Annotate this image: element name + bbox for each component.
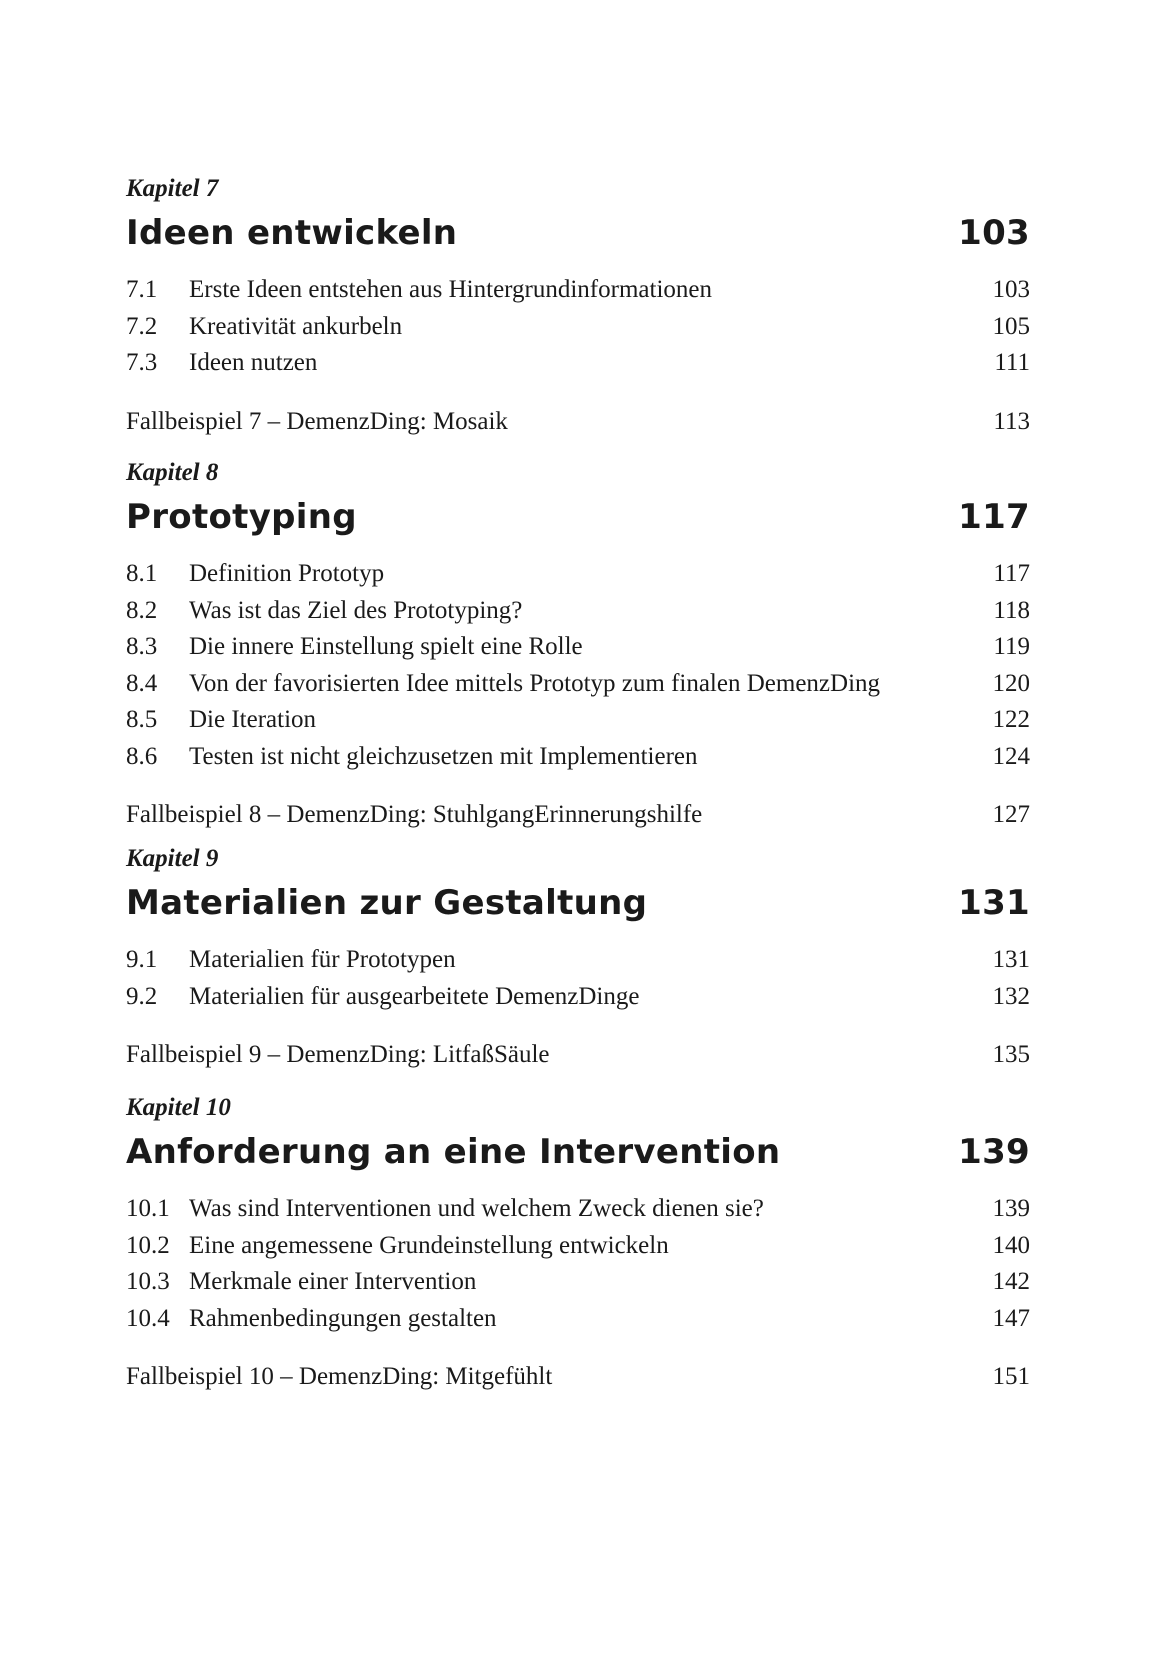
section-list [126, 1191, 1030, 1337]
section-title: Testen ist nicht gleichzusetzen mit Implementieren [189, 742, 698, 770]
chapter-label: Kapitel 8 [126, 459, 219, 486]
case-study-entry [126, 404, 1030, 440]
chapter-title: Materialien zur Gestaltung [126, 883, 648, 923]
chapter-label: Kapitel 9 [126, 845, 219, 872]
section-number: 8.6 [126, 742, 158, 770]
chapter-title: Ideen entwickeln [126, 213, 458, 253]
chapter-heading [126, 1129, 1030, 1175]
section-title: Eine angemessene Grundeinstellung entwickeln [189, 1231, 669, 1259]
section-title: Rahmenbedingungen gestalten [189, 1304, 497, 1332]
section-number: 10.1 [126, 1195, 170, 1222]
section-page: 103 [992, 276, 1030, 303]
section-title: Erste Ideen entstehen aus Hintergrundinformationen [189, 276, 712, 303]
toc-entry [126, 1301, 1030, 1338]
case-study-title: Fallbeispiel 10 – DemenzDing: Mitgefühlt [126, 1363, 553, 1390]
section-page: 142 [992, 1268, 1030, 1295]
section-number: 8.2 [126, 596, 158, 624]
section-number: 10.3 [126, 1268, 170, 1295]
section-page: 105 [992, 312, 1030, 340]
section-title: Ideen nutzen [189, 349, 318, 376]
toc-entry [126, 556, 1030, 593]
case-study-entry [126, 1359, 1030, 1395]
section-number: 7.2 [126, 312, 158, 340]
section-title: Die innere Einstellung spielt eine Rolle [189, 633, 583, 660]
section-page: 131 [992, 946, 1030, 973]
section-page: 117 [993, 560, 1030, 587]
section-page: 119 [993, 633, 1030, 660]
section-number: 10.4 [126, 1304, 170, 1332]
chapter-title: Anforderung an eine Intervention [126, 1132, 781, 1172]
toc-entry [126, 739, 1030, 776]
toc-entry [126, 942, 1030, 979]
chapter-page: 131 [958, 883, 1030, 923]
toc-entry [126, 666, 1030, 703]
chapter-label: Kapitel 7 [126, 175, 219, 202]
toc-entry [126, 629, 1030, 666]
section-title: Merkmale einer Intervention [189, 1268, 477, 1295]
section-number: 7.3 [126, 349, 158, 376]
case-study-title: Fallbeispiel 9 – DemenzDing: LitfaßSäule [126, 1041, 550, 1068]
section-page: 139 [992, 1195, 1030, 1222]
chapter-heading [126, 210, 1030, 256]
section-number: 9.2 [126, 982, 158, 1010]
case-study-page: 151 [992, 1363, 1030, 1390]
section-title: Was ist das Ziel des Prototyping? [189, 596, 523, 624]
section-page: 120 [992, 669, 1030, 697]
chapter-7 [126, 174, 1030, 440]
section-title: Kreativität ankurbeln [189, 312, 403, 340]
toc-entry [126, 1264, 1030, 1301]
chapter-page: 117 [958, 497, 1030, 537]
section-list [126, 942, 1030, 1015]
chapter-heading [126, 880, 1030, 926]
chapter-8 [126, 458, 1030, 833]
toc-entry [126, 1228, 1030, 1265]
section-title: Die Iteration [189, 706, 317, 733]
toc-entry [126, 345, 1030, 382]
chapter-10 [126, 1093, 1030, 1395]
case-study-entry [126, 797, 1030, 833]
section-title: Materialien für Prototypen [189, 946, 456, 973]
section-page: 122 [992, 706, 1030, 733]
section-page: 132 [992, 982, 1030, 1010]
toc-entry [126, 593, 1030, 630]
section-title: Definition Prototyp [189, 560, 385, 587]
section-number: 9.1 [126, 946, 158, 973]
section-page: 124 [992, 742, 1030, 770]
chapter-heading [126, 494, 1030, 540]
case-study-page: 113 [993, 407, 1030, 435]
section-number: 8.1 [126, 560, 158, 587]
section-list [126, 556, 1030, 775]
toc-entry [126, 309, 1030, 346]
section-page: 140 [992, 1231, 1030, 1259]
chapter-page: 139 [958, 1132, 1030, 1172]
chapter-label: Kapitel 10 [126, 1094, 231, 1121]
section-title: Von der favorisierten Idee mittels Prototyp zum finalen DemenzDing [189, 669, 881, 697]
section-number: 8.3 [126, 633, 158, 660]
section-number: 7.1 [126, 276, 158, 303]
toc-entry [126, 979, 1030, 1016]
toc-entry [126, 272, 1030, 309]
chapter-title: Prototyping [126, 497, 357, 537]
section-page: 147 [992, 1304, 1030, 1332]
chapter-page: 103 [958, 213, 1030, 253]
section-number: 10.2 [126, 1231, 170, 1259]
section-title: Materialien für ausgearbeitete DemenzDinge [189, 982, 640, 1010]
section-number: 8.4 [126, 669, 158, 697]
section-title: Was sind Interventionen und welchem Zweck dienen sie? [189, 1195, 764, 1222]
case-study-page: 127 [992, 801, 1030, 828]
section-page: 118 [993, 596, 1030, 624]
section-page: 111 [994, 349, 1030, 376]
chapter-9 [126, 844, 1030, 1073]
case-study-entry [126, 1037, 1030, 1073]
case-study-page: 135 [992, 1041, 1030, 1068]
section-list [126, 272, 1030, 382]
toc-entry [126, 1191, 1030, 1228]
toc-entry [126, 702, 1030, 739]
case-study-title: Fallbeispiel 8 – DemenzDing: StuhlgangErinnerungshilfe [126, 801, 703, 828]
section-number: 8.5 [126, 706, 158, 733]
case-study-title: Fallbeispiel 7 – DemenzDing: Mosaik [126, 407, 508, 435]
